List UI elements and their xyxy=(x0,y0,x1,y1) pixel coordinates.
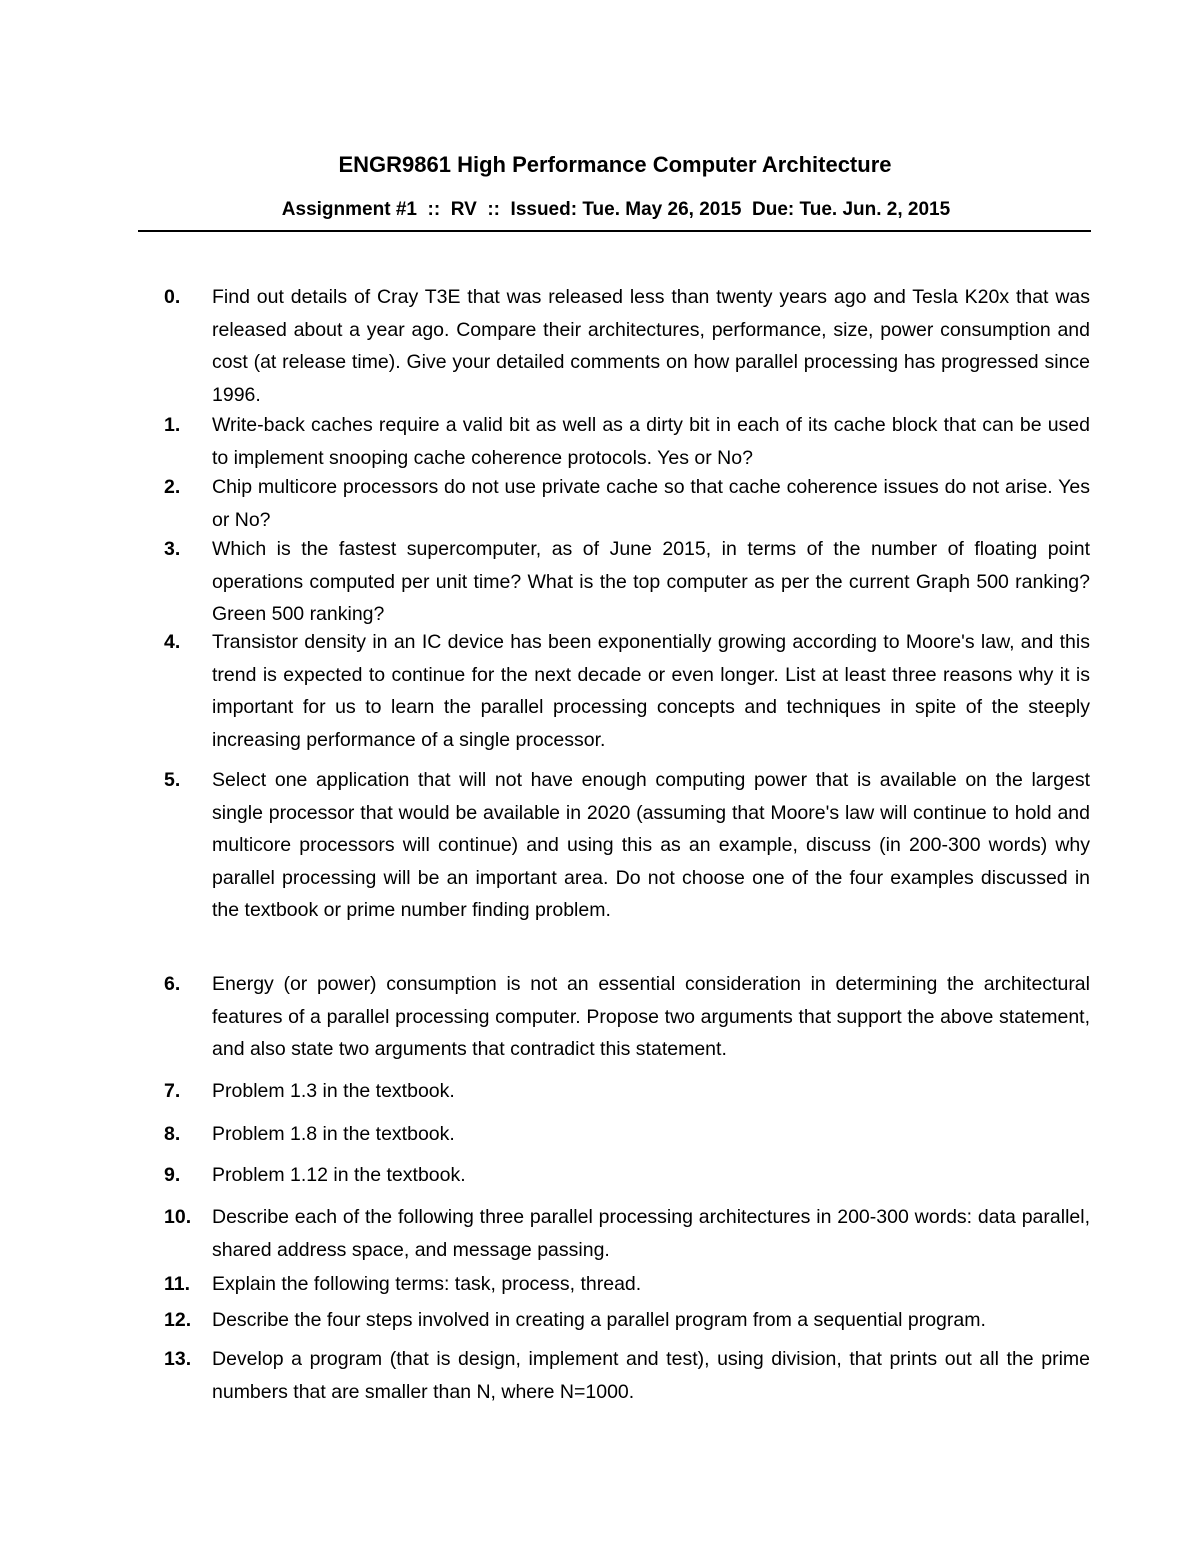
question-text: Energy (or power) consumption is not an essential consideration in determining the architectural features of a parallel processing computer. Propose two arguments that support the above statement, and also state two arguments that contradict this statement. xyxy=(212,973,1090,1060)
question-item-4 xyxy=(164,626,1090,756)
question-item-3 xyxy=(164,533,1090,631)
question-item-11 xyxy=(164,1268,1090,1301)
question-item-1 xyxy=(164,409,1090,474)
question-item-8 xyxy=(164,1118,1090,1151)
question-number: 9. xyxy=(164,1164,181,1186)
question-text: Explain the following terms: task, process, thread. xyxy=(212,1273,642,1295)
question-number: 12. xyxy=(164,1309,192,1331)
question-item-10 xyxy=(164,1201,1090,1266)
question-item-5 xyxy=(164,764,1090,927)
question-text: Problem 1.12 in the textbook. xyxy=(212,1164,466,1186)
question-item-0 xyxy=(164,281,1090,411)
question-text: Transistor density in an IC device has been exponentially growing according to Moore's law, and this trend is expected to continue for the next decade or even longer. List at least three reasons why it is important for us to learn the parallel processing concepts and techniques in spite of the steeply increasing performance of a single processor. xyxy=(212,631,1090,751)
page-title: ENGR9861 High Performance Computer Architecture xyxy=(338,152,892,177)
question-number: 3. xyxy=(164,538,181,560)
question-number: 6. xyxy=(164,973,181,995)
question-number: 0. xyxy=(164,286,181,308)
question-text: Which is the fastest supercomputer, as of June 2015, in terms of the number of floating point operations computed per unit time? What is the top computer as per the current Graph 500 ranking? Green 500 ranking? xyxy=(212,538,1090,625)
question-text: Select one application that will not have enough computing power that is available on the largest single processor that would be available in 2020 (assuming that Moore's law will continue to hold and multicore processors will continue) and using this as an example, discuss (in 200-300 words) why parallel processing will be an important area. Do not choose one of the four examples discussed in the textbook or prime number finding problem. xyxy=(212,769,1090,921)
question-number: 11. xyxy=(164,1273,191,1295)
title-divider xyxy=(138,230,1091,232)
question-item-13 xyxy=(164,1343,1090,1408)
question-number: 7. xyxy=(164,1080,181,1102)
question-text: Find out details of Cray T3E that was released less than twenty years ago and Tesla K20x that was released about a year ago. Compare their architectures, performance, size, power consumption and cost (at release time). Give your detailed comments on how parallel processing has progressed since 1996. xyxy=(212,286,1090,406)
question-number: 5. xyxy=(164,769,181,791)
question-text: Write-back caches require a valid bit as well as a dirty bit in each of its cache block that can be used to implement snooping cache coherence protocols. Yes or No? xyxy=(212,414,1090,469)
question-number: 8. xyxy=(164,1123,181,1145)
question-text: Develop a program (that is design, implement and test), using division, that prints out all the prime numbers that are smaller than N, where N=1000. xyxy=(212,1348,1090,1403)
assignment-subtitle: Assignment #1 :: RV :: Issued: Tue. May 26, 2015 Due: Tue. Jun. 2, 2015 xyxy=(281,199,951,220)
question-number: 10. xyxy=(164,1206,192,1228)
question-item-9 xyxy=(164,1159,1090,1192)
question-text: Chip multicore processors do not use private cache so that cache coherence issues do not arise. Yes or No? xyxy=(212,476,1090,531)
question-number: 2. xyxy=(164,476,181,498)
question-item-6 xyxy=(164,968,1090,1066)
question-item-7 xyxy=(164,1075,1090,1108)
question-number: 1. xyxy=(164,414,181,436)
question-item-12 xyxy=(164,1304,1090,1337)
question-text: Problem 1.8 in the textbook. xyxy=(212,1123,455,1145)
question-text: Problem 1.3 in the textbook. xyxy=(212,1080,455,1102)
question-number: 13. xyxy=(164,1348,192,1370)
question-number: 4. xyxy=(164,631,181,653)
question-text: Describe the four steps involved in creating a parallel program from a sequential program. xyxy=(212,1309,986,1331)
question-item-2 xyxy=(164,471,1090,536)
question-text: Describe each of the following three parallel processing architectures in 200-300 words: data parallel, shared address space, and message passing. xyxy=(212,1206,1090,1261)
